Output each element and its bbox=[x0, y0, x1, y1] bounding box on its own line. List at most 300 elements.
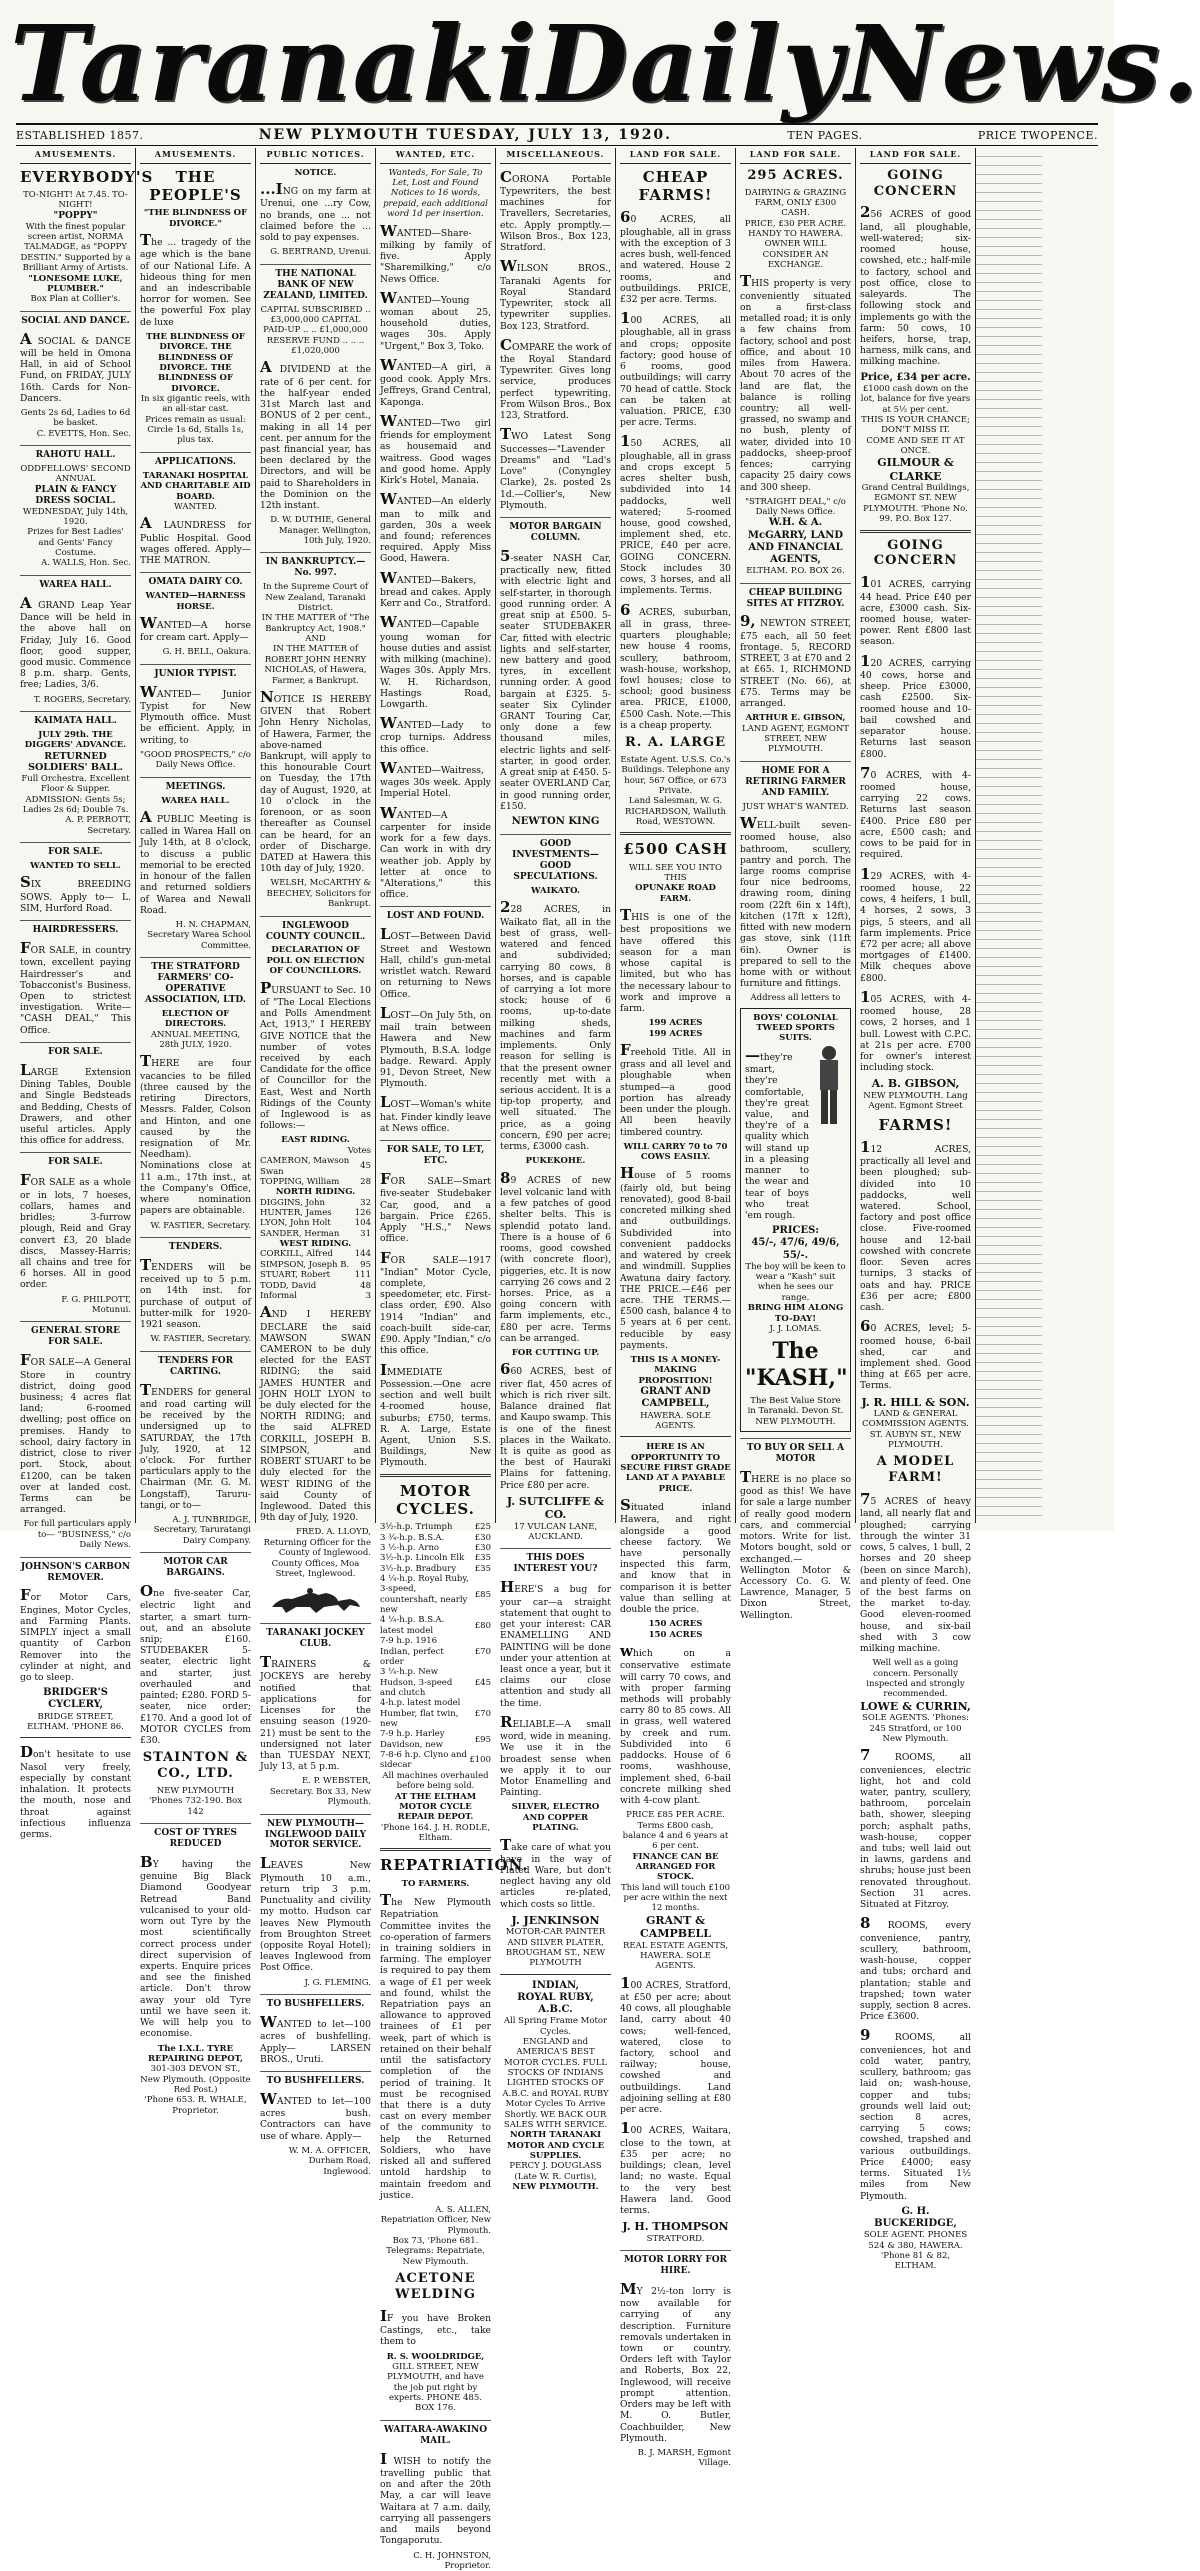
property-text: THIS property is very conveniently situated on a first-class metalled road; it is only a few chains from factory, school and post office, and about 10 miles from Hawera. About 70 acres of the land are flat, the balance is rolling country; all well-grassed, no swamp and no bush, plenty of water, divided into 10 paddocks, sheep-proof fences; carrying capacity 25 dairy cows and 300 sheep. bbox=[740, 272, 851, 493]
row-label: 4 ¼-h.p. B.S.A. latest model bbox=[380, 1615, 445, 1636]
walls-signature: A. WALLS, Hon. Sec. bbox=[41, 558, 131, 569]
whale-signature: 'Phone 653. R. WHALE, Proprietor. bbox=[144, 2095, 247, 2116]
candidate-row bbox=[260, 1177, 371, 1187]
going-concern-title-2: GOING CONCERN bbox=[873, 537, 958, 569]
row-label: 7-8-6 h.p. Clyno and sidecar bbox=[380, 1750, 467, 1771]
inglewood-council-heading: INGLEWOOD COUNTY COUNCIL. bbox=[260, 916, 371, 943]
mcgarry-address: ELTHAM. P.O. BOX 26. bbox=[746, 566, 845, 577]
acres-100-c: 100 ACRES, Waitara, close to the town, at £35 per acre; no buildings; clean, level land; no waste. Equal to the very best Hawera land. Good terms. bbox=[620, 2119, 731, 2216]
row-label: DIGGINS, John bbox=[260, 1197, 325, 1208]
row-label: 3½-h.p. Bradbury bbox=[380, 1563, 457, 1574]
row-value: £30 bbox=[474, 1542, 491, 1553]
pursuant-text: PURSUANT to Sec. 10 of "The Local Elections and Polls Amendment Act, 1913," I HEREBY GIVE NOTICE that the number of votes received by each Candidate for the office of Councillor for the East, West and North Ridings of the County of Inglewood is as follows:— bbox=[260, 978, 371, 1132]
row-label: 3½-h.p. Triumph bbox=[380, 1522, 453, 1533]
masthead bbox=[10, 1, 1200, 125]
row-label: SANDER, Herman bbox=[260, 1228, 340, 1239]
pukekohe-label: PUKEKOHE. bbox=[525, 1156, 586, 1167]
divider bbox=[620, 1436, 731, 1437]
new-plymouth-label: NEW PLYMOUTH. bbox=[512, 2182, 599, 2193]
candidate-row bbox=[260, 1291, 371, 1301]
freehold-text: Freehold Title. All in grass and all level and ploughable when stumped—a good portion has already been under the plough. All been heavily timbered country. bbox=[620, 1040, 731, 1138]
prizes-text: Prizes for Best Ladies' and Gents' Fancy Costume. bbox=[27, 527, 124, 559]
for-sale-to-let-heading: FOR SALE, TO LET, ETC. bbox=[380, 1140, 491, 1167]
motor-car-bargains-heading: MOTOR CAR BARGAINS. bbox=[140, 1552, 251, 1579]
laundress-text: A LAUNDRESS for Public Hospital. Good wages offered. Apply— THE MATRON. bbox=[140, 514, 251, 566]
jockey-club-heading: TARANAKI JOCKEY CLUB. bbox=[260, 1623, 371, 1650]
row-value: £35 bbox=[474, 1553, 491, 1564]
to-farmers: TO FARMERS. bbox=[401, 1878, 470, 1889]
divorce-title: "THE BLINDNESS OF DIVORCE." bbox=[143, 208, 248, 229]
compare-text: COMPARE the work of the Royal Standard Typewriter. Gives long service, produces perfect typewriting. From Wilson Bros., Box 123, Stratford. bbox=[500, 335, 611, 422]
motor-cycle-row bbox=[380, 1636, 491, 1667]
notify-text: I WISH to notify the travelling public that on and after the 20th May, a car will leave Waitara at 7 a.m. daily, carrying all passengers and mails beyond Tongaporutu. bbox=[380, 2449, 491, 2547]
column-heading: LAND FOR SALE. bbox=[860, 148, 971, 164]
hill-subtitle: LAND & GENERAL COMMISSION AGENTS. ST. AUBYN ST., NEW PLYMOUTH. bbox=[862, 1409, 969, 1451]
row-label: 3 ¾-h.p. B.S.A. bbox=[380, 1532, 445, 1543]
douglass-name: PERCY J. DOUGLASS (Late W. R. Curtis), bbox=[509, 2161, 602, 2182]
ixl-address: 301-303 DEVON ST., New Plymouth. (Opposite Red Post.) bbox=[140, 2064, 251, 2095]
house-5-text: House of 5 rooms (fairly old, but being renovated), good 8-bail concreted milking shed and outbuildings. Subdivided into convenient paddocks and watered by creek and windmill. Supplies Awatuna dairy factory. THE PRICE.—£46 per acre. THE TERMS.—£500 cash, balance 4 to 5 years at 6 per cent. reducible by easy payments. bbox=[620, 1164, 731, 1351]
row-value: 28 bbox=[360, 1176, 371, 1187]
social-heading: SOCIAL AND DANCE. bbox=[20, 311, 131, 327]
here-text: HERE'S a bug for your car—a straight statement that ought to get your interest: CAR ENAMELLING AND PAINTING will be done under your attention at least once a year, but it claims our close attention and study all the time. bbox=[500, 1578, 611, 1709]
omata-heading: OMATA DAIRY CO. bbox=[140, 572, 251, 588]
north-riding-table bbox=[260, 1198, 371, 1239]
row-value: 95 bbox=[360, 1259, 371, 1270]
motor-cycle-row bbox=[380, 1750, 491, 1771]
sale-1: FOR SALE—Smart five-seater Studebaker Car, good, and a bargain. Price £265. Apply "H.S.," News office. bbox=[380, 1170, 491, 1245]
cash-down: £1000 cash down on the lot, balance for five years at 5½ per cent. bbox=[860, 383, 971, 415]
perrott-signature: A. P. PERROTT, Secretary. bbox=[65, 815, 131, 836]
row-value: £70 bbox=[474, 1646, 491, 1657]
row-label: CORKILL, Alfred bbox=[260, 1249, 333, 1260]
songs-text: TWO Latest Song Successes—"Lavender Dreams" and "Lad's Love" (Conyngley Clarke), 2s. posted 2s 1d.—Collier's, New Plymouth. bbox=[500, 425, 611, 511]
gibson-ab-address: NEW PLYMOUTH. Lang Agent. Egmont Street bbox=[863, 1090, 968, 1112]
acres-101: 101 ACRES, carrying 44 head. Price £40 per acre, £3000 cash. Six-roomed house, water-power. Rent £800 last season. bbox=[860, 573, 971, 648]
lost-1: LOST—Between David Street and Westown Hall, child's gun-metal wristlet watch. Reward on returning to News Office. bbox=[380, 925, 491, 1000]
warea-text: A GRAND Leap Year Dance will be held in the above hall on Friday, July 16. Good floor, good supper, good music. Commence 8 p.m. sharp. Gents, free; Ladies, 3/6. bbox=[20, 593, 131, 691]
hoes-text: FOR SALE as a whole or in lots, 7 hoeses, collars, hames and bridles; 3-furrow plough, Reid and Gray convert £3, 20 blade discs, Massey-Harris; all chains and tree for 6 horses. All in good order. bbox=[20, 1171, 131, 1291]
row-value: 104 bbox=[354, 1218, 371, 1229]
wednesday-date: WEDNESDAY, July 14th, 1920. bbox=[22, 506, 129, 528]
social-text: A SOCIAL & DANCE will be held in Omona Hall, in aid of School Fund, on FRIDAY, JULY 16th. Cards for Non-Dancers. bbox=[20, 329, 131, 404]
cutting-660-text: 660 ACRES, best of river flat, 450 acres of which is rich river silt. Balance drained flat and Kaupo swamp. This is one of the finest places in the Waikato. It is quite as good as the best of Hauraki Plains for fattening. Price £80 per acre. bbox=[500, 1360, 611, 1491]
estate-agent: Estate Agent. U.S.S. Co.'s Buildings. Telephone any hour, 567 Office, or 673 Private. bbox=[620, 754, 731, 796]
gibson-ab: A. B. GIBSON, bbox=[871, 1077, 960, 1091]
good-investments-heading: GOOD INVESTMENTS—GOOD SPECULATIONS. bbox=[500, 834, 611, 883]
masthead-word-1: Taranaki bbox=[10, 1, 538, 125]
sows-text: SIX BREEDING SOWS. Apply to— L. SIM, Hurford Road. bbox=[20, 873, 131, 914]
acres-129: 129 ACRES, with 4-roomed house, 22 cows, 4 heifers, 1 bull, 4 horses, 2 sows, 3 pigs, 5 steers, and all farm implements. Price £72 per acre; all above mortgages of £1400. Milk cheques above £800. bbox=[860, 864, 971, 984]
wanted-label: WANTED. bbox=[174, 501, 217, 512]
wanted-6: WANTED—Bakers, bread and cakes. Apply Kerr and Co., Stratford. bbox=[380, 568, 491, 610]
wanted-1: WANTED—Share-milking by family of five. Apply "Sharemilking," c/o News Office. bbox=[380, 221, 491, 285]
wanted-to-sell: WANTED TO SELL. bbox=[30, 860, 121, 871]
divorce-repeat: THE BLINDNESS OF DIVORCE. THE BLINDNESS OF DIVORCE. THE BLINDNESS OF DIVORCE. bbox=[146, 331, 245, 394]
newton-king: NEWTON KING bbox=[511, 816, 600, 828]
candidate-row bbox=[260, 1260, 371, 1270]
motor-lorry-heading: MOTOR LORRY FOR HIRE. bbox=[620, 2250, 731, 2277]
fancy-dress-title: PLAIN & FANCY DRESS SOCIAL. bbox=[34, 484, 117, 506]
ixl-title: The I.X.L. TYRE REPAIRING DEPOT, bbox=[148, 2043, 243, 2064]
real-estate-agents: REAL ESTATE AGENTS, HAWERA. SOLE AGENTS. bbox=[622, 1940, 729, 1972]
acres-150-c: 150 ACRES bbox=[648, 1629, 703, 1640]
just-wanted: JUST WHAT'S WANTED. bbox=[742, 801, 849, 812]
returned-soldiers-ball: RETURNED SOLDIERS' BALL. bbox=[28, 750, 123, 774]
row-label: TOPPING, William bbox=[260, 1176, 340, 1187]
interest-heading: THIS DOES INTEREST YOU? bbox=[500, 1548, 611, 1575]
money-making: THIS IS A MONEY-MAKING PROPOSITION! bbox=[630, 1355, 721, 1386]
trainers-text: TRAINERS & JOCKEYS are hereby notified that applications for Licenses for the ensuing season (1920-21) must be sent to the undersigned not later than TUESDAY NEXT, July 13, at 5 p.m. bbox=[260, 1653, 371, 1773]
row-value: £95 bbox=[474, 1734, 491, 1745]
kaimata-heading: KAIMATA HALL. bbox=[20, 711, 131, 727]
opportunity: HERE IS AN OPPORTUNITY TO SECURE FIRST GRADE LAND AT A PAYABLE PRICE. bbox=[620, 1442, 731, 1494]
urenui-text: ...ING on my farm at Urenui, one ...ry Cow, no brands, one ... not claimed before the ... sold to pay expenses. bbox=[260, 180, 371, 244]
warea-hall-label: WAREA HALL. bbox=[161, 795, 230, 806]
dairying-text: DAIRYING & GRAZING FARM, ONLY £300 CASH. bbox=[744, 187, 847, 219]
gibson-name: ARTHUR E. GIBSON, bbox=[745, 713, 846, 724]
row-value: 126 bbox=[354, 1207, 371, 1218]
handy-hawera: HANDY TO HAWERA. bbox=[748, 229, 843, 240]
acres-100-b: 100 ACRES, Stratford, at £50 per acre; about 40 cows, all ploughable land, carry about 40 cows; well-fenced, watered, close to factory, school and railway; house, cowshed and outbuildings. Land adjoining selling at £80 per acre. bbox=[620, 1973, 731, 2116]
repatriation-text: The New Plymouth Repatriation Committee invites the co-operation of farmers in training soldiers in farming. The employer is required to pay them a wage of £1 per week and found, whilst the Repatriation pays an allowance to approved trainees of £1 per week, part of which is retained on their behalf until the satisfactory completion of the period of training. It must be recognised that there is a duty cast on every member of the community to help the Returned Soldiers, who have risked all and suffered untold hardship to maintain freedom and justice. bbox=[380, 1891, 491, 2201]
divider bbox=[500, 1974, 611, 1975]
spring-frame: All Spring Frame Motor Cycles. bbox=[503, 2016, 608, 2037]
rooms-8: 8 ROOMS, every convenience, pantry, scullery, bathroom, wash-house, copper and tubs; orchard and plantation; stable and trapshed; town water supply, section 8 acres. Price £3600. bbox=[860, 1914, 971, 2023]
situated-text: Situated inland Hawera, and right alongside a good cheese factory. We have personally inspected this farm, and know that in comparison it is better value than selling at double the price. bbox=[620, 1496, 731, 1616]
fastier-signature: W. FASTIER, Secretary. bbox=[150, 1220, 251, 1231]
rates-text: Wanteds, For Sale, To Let, Lost and Found Notices to 16 words, prepaid, each additional word 1d per insertion. bbox=[383, 167, 488, 220]
everybodys-title: EVERYBODY'S bbox=[20, 167, 154, 186]
column-heading: WANTED, ETC. bbox=[380, 148, 491, 164]
lost-found-heading: LOST AND FOUND. bbox=[380, 906, 491, 922]
row-value: 111 bbox=[354, 1270, 371, 1281]
gilmour-clarke: GILMOUR & CLARKE bbox=[877, 456, 954, 483]
cheap-farms-title: CHEAP FARMS! bbox=[638, 167, 713, 205]
row-value: £85 bbox=[474, 1589, 491, 1600]
wilson-text: WILSON BROS., Taranaki Agents for Royal Standard Typewriter, stock all typewriter supplies. Box 123, Stratford. bbox=[500, 257, 611, 332]
for-sale-3-heading: FOR SALE. bbox=[20, 1152, 131, 1168]
sites-text: 9, NEWTON STREET, £75 each, all 50 feet frontage. 5, RECORD STREET, 3 at £70 and 2 at £65. 1, RICHMOND STREET (No. 66), at £75. Terms may be arranged. bbox=[740, 612, 851, 710]
poppy-cast: With the finest popular screen artist, NORMA TALMADGE, as "POPPY DESTIN." Supported by a Brilliant Army of Artists. bbox=[20, 221, 131, 274]
straight-deal: "STRAIGHT DEAL," c/o Daily News Office. bbox=[745, 496, 846, 518]
rogers-signature: T. ROGERS, Secretary. bbox=[33, 694, 131, 705]
motor-cycle-row bbox=[380, 1543, 491, 1553]
row-label: Informal bbox=[260, 1290, 298, 1301]
motor-car-text: One five-seater Car, electric light and starter, a smart turn-out, and an absolute snip; £160. STUDEBAKER 5-seater, electric light and starter, just overhauled and painted; £280. FORD 5-seater, nice order; £170. And a good lot of MOTOR CYCLES from £30. bbox=[140, 1582, 251, 1746]
jenkinson-name: J. JENKINSON bbox=[511, 1913, 600, 1927]
junior-typist-text: WANTED— Junior Typist for New Plymouth office. Must be efficient. Apply, in writing, to bbox=[140, 682, 251, 746]
rooms-9: 9 ROOMS, all conveniences, hot and cold water, pantry, scullery, bathroom; gas laid on; wash-house, copper and tubs; grounds well laid out; section 8 acres, carrying 5 cows; cowshed, trapshed and various outbuildings. Price £4000; easy terms. Situated 1½ miles from New Plymouth. bbox=[860, 2026, 971, 2202]
model-farm-title: A MODEL FARM! bbox=[876, 1454, 955, 1486]
business-signature: For full particulars apply to— "BUSINESS," c/o Daily News. bbox=[23, 1519, 131, 1551]
price-list: 45/-, 47/6, 49/6, 55/-. bbox=[751, 1237, 840, 1261]
bankruptcy-heading: IN BANKRUPTCY.—No. 997. bbox=[260, 552, 371, 579]
acres-199-b: 199 ACRES bbox=[648, 1028, 703, 1039]
candidate-row bbox=[260, 1198, 371, 1208]
reliable-text: RELIABLE—A small word, wide in meaning. We use it in the broadest sense when we apply it to our Motor Enamelling and Painting. bbox=[500, 1712, 611, 1799]
harness-title: WANTED—HARNESS HORSE. bbox=[145, 591, 246, 612]
capital-text: CAPITAL SUBSCRIBED .. £3,000,000 CAPITAL PAID-UP .. .. £1,000,000 RESERVE FUND .. .. .. £1,020,000 bbox=[260, 304, 371, 356]
bush-text: WANTED to let—100 acres bush. Contractors can have use of whare. Apply— bbox=[260, 2089, 371, 2142]
column-8 bbox=[856, 148, 976, 2272]
price-30: PRICE, £30 PER ACRE. bbox=[744, 218, 847, 229]
hawera-sole-agents: HAWERA. SOLE AGENTS. bbox=[640, 1410, 711, 1431]
stainton-title: STAINTON & CO., LTD. bbox=[142, 1750, 249, 1782]
candidate-row bbox=[260, 1208, 371, 1218]
row-label: STUART, Robert bbox=[260, 1270, 331, 1281]
row-label: SIMPSON, Joseph B. bbox=[260, 1259, 350, 1270]
stainton-address: NEW PLYMOUTH bbox=[156, 1785, 235, 1796]
going-concern-note: Well well as a going concern. Personally inspected and strongly recommended. bbox=[866, 1658, 965, 1700]
johnson-text: For Motor Cars, Engines, Motor Cycles, and Farming Plants. SIMPLY inject a small quantity of Carbon Remover into the cylinder at night, and go to sleep. bbox=[20, 1586, 131, 1684]
buckeridge-subtitle: SOLE AGENT. PHONES 524 & 380, HAWERA. 'Phone 81 & 82, ELTHAM. bbox=[863, 2230, 968, 2272]
wanted-7: WANTED—Capable young woman for house duties and assist with milking (machine). Wages 30s. Apply Mrs. W. H. Richardson, Hastings Road, Lowgarth. bbox=[380, 613, 491, 710]
diggers-text: JULY 29th. THE DIGGERS' ADVANCE. bbox=[24, 729, 127, 751]
nicholas-text: IN THE MATTER of ROBERT JOHN HENRY NICHOLAS, of Hawera, Farmer, a Bankrupt. bbox=[264, 644, 367, 686]
warea-heading: WAREA HALL. bbox=[20, 575, 131, 591]
motor-cycle-row bbox=[380, 1564, 491, 1574]
oddfellows-text: ODDFELLOWS' SECOND ANNUAL bbox=[20, 464, 131, 485]
hospital-board: TARANAKI HOSPITAL AND CHARITABLE AID BOARD. bbox=[140, 470, 251, 502]
row-value: 45 bbox=[360, 1161, 371, 1172]
tenders-heading: TENDERS. bbox=[140, 1237, 251, 1253]
corona-text: CORONA Portable Typewriters, the best machines for Travellers, Secretaries, etc. Apply promptly.—Wilson Bros., Box 123, Stratford. bbox=[500, 167, 611, 254]
social-gents: Gents 2s 6d, Ladies to 6d be basket. bbox=[20, 407, 131, 429]
johnson-heading: JOHNSON'S CARBON REMOVER. bbox=[20, 1557, 131, 1584]
buy-sell-motor-heading: TO BUY OR SELL A MOTOR bbox=[740, 1438, 851, 1465]
fleming-signature: J. G. FLEMING. bbox=[304, 1977, 371, 1988]
divider bbox=[620, 832, 731, 835]
six-reels: In six gigantic reels, with an all-star cast. bbox=[140, 394, 251, 415]
jenkinson-address: MOTOR-CAR PAINTER AND SILVER PLATER, BROUGHAM ST., NEW PLYMOUTH bbox=[505, 1927, 606, 1969]
sutcliffe-name: J. SUTCLIFFE & CO. bbox=[506, 1494, 605, 1522]
webster-signature: E. P. WEBSTER, Secretary. Box 33, New Plymouth. bbox=[269, 1776, 371, 1808]
wanted-9: WANTED—Waitress, wages 30s week. Apply Imperial Hotel. bbox=[380, 758, 491, 800]
candidate-row bbox=[260, 1270, 371, 1280]
will-see-you: WILL SEE YOU INTO THIS bbox=[629, 862, 722, 884]
applications-heading: APPLICATIONS. bbox=[140, 452, 251, 468]
acres-60-level: 60 ACRES, level; 5-roomed house, 6-bail shed, car and implement shed. Good thing at £65 per acre. Terms. bbox=[860, 1317, 971, 1392]
motor-cycle-row bbox=[380, 1729, 491, 1750]
column-heading: AMUSEMENTS. bbox=[140, 148, 251, 164]
divider bbox=[380, 1848, 491, 1851]
tunbridge-signature: A. J. TUNBRIDGE, Secretary, Taruratangi Dairy Company. bbox=[153, 1515, 251, 1546]
acres-112: 112 ACRES, practically all level and been ploughed; sub-divided into 10 paddocks, well watered. School, factory and post office close. Five-roomed house and 12-bail cowshed with concrete floor. Seven acres turnips, 3 stacks of oats and hay. PRICE £36 per acre; £800 cash. bbox=[860, 1137, 971, 1313]
boys-suits-title: BOYS' COLONIAL TWEED SPORTS SUITS. bbox=[753, 1012, 838, 1044]
dining-text: LARGE Extension Dining Tables, Double and Single Bedsteads and Bedding, Chests of Drawers, and other useful articles. Apply this office for address. bbox=[20, 1060, 131, 1147]
farms-title: FARMS! bbox=[878, 1115, 953, 1134]
column-7 bbox=[736, 148, 856, 1621]
your-chance: THIS IS YOUR CHANCE; DON'T MISS IT. bbox=[861, 414, 970, 436]
row-value: 31 bbox=[360, 1228, 371, 1239]
row-value: 48 bbox=[360, 1280, 371, 1291]
lost-2: LOST—On July 5th, on mail train between Hawera and New Plymouth, B.S.A. lodge badge. Reward. Apply 91, Devon Street, New Plymouth. bbox=[380, 1003, 491, 1090]
wanted-10: WANTED—A carpenter for inside work for a few days. Can work in with dry weather job. Apply by letter at once to "Alterations," this office. bbox=[380, 803, 491, 901]
pukekohe-89-text: 89 ACRES of new level volcanic land with a few patches of good shelter belts. This is splendid potato land. There is a house of 6 rooms, good cowshed (with concrete floor), piggeries, etc. It is now carrying 26 cows and 2 horses. Price, as a going concern with farm implements, etc., £80 per acre. Terms can be arranged. bbox=[500, 1168, 611, 1344]
divider bbox=[860, 530, 971, 533]
acres-105: 105 ACRES, with 4-roomed house, 28 cows, 2 horses, and 1 bull. Lowest with C.P.C. at 21s per acre. £700 for owner's interest including stock. bbox=[860, 987, 971, 1074]
hairdressers-text: FOR SALE, in country town, excellent paying Hairdresser's and Tobacconist's Business. Open to strictest investigation. Write— "CASH DEAL," This Office. bbox=[20, 939, 131, 1036]
cutting-up-label: FOR CUTTING UP. bbox=[511, 1348, 600, 1359]
acres-60-text: 60 ACRES, all ploughable, all in grass with the exception of 3 acres bush, well-fenced and watered. House 2 rooms, and outbuildings. PRICE, £32 per acre. Terms. bbox=[620, 208, 731, 305]
racehorse-illustration bbox=[266, 1583, 366, 1617]
thompson-name: J. H. THOMPSON bbox=[622, 2220, 729, 2234]
motor-cycle-row bbox=[380, 1553, 491, 1563]
acetone-welding-title: ACETONE WELDING bbox=[395, 2271, 476, 2302]
plating-label: SILVER, ELECTRO AND COPPER PLATING. bbox=[511, 1802, 600, 1834]
row-value: 144 bbox=[354, 1249, 371, 1260]
retiring-farmer-heading: HOME FOR A RETIRING FARMER AND FAMILY. bbox=[740, 761, 851, 799]
lowe-currin: LOWE & CURRIN, bbox=[860, 1699, 971, 1713]
johnston-signature: C. H. JOHNSTON, Proprietor. bbox=[413, 2550, 491, 2571]
east-riding-table bbox=[260, 1156, 371, 1187]
divider bbox=[380, 1474, 491, 1477]
will-carry: WILL CARRY 70 to 70 COWS EASILY. bbox=[623, 1141, 728, 1163]
bring-him: BRING HIM ALONG TO-DAY! bbox=[747, 1303, 844, 1324]
good-prospects: "GOOD PROSPECTS," c/o Daily News Office. bbox=[140, 749, 251, 771]
row-label: 4 ¼-h.p. Royal Ruby, 3-speed, countershaft, nearly new bbox=[380, 1574, 469, 1616]
column-1 bbox=[16, 148, 154, 1840]
row-value: £45 bbox=[474, 1677, 491, 1688]
motor-cycle-row bbox=[380, 1698, 491, 1729]
meetings-heading: MEETINGS. bbox=[140, 777, 251, 793]
column-4 bbox=[376, 148, 529, 2571]
bushfellers-heading-2: TO BUSHFELLERS. bbox=[260, 2071, 371, 2087]
motor-service-heading: NEW PLYMOUTH—INGLEWOOD DAILY MOTOR SERVICE. bbox=[260, 1814, 371, 1852]
kash-advert bbox=[740, 1008, 851, 1432]
land-salesman: Land Salesman, W. G. RICHARDSON, Walluth Road, WESTOWN. bbox=[625, 796, 726, 828]
declare-text: AND I HEREBY DECLARE the said MAWSON SWAN CAMERON to be duly elected for the EAST RIDING; the said JAMES HUNTER and JOHN HOLT LYON to be duly elected for the NORTH RIDING; and the said ALFRED CORKILL, JOSEPH B. SIMPSON, and ROBERT STUART to be duly elected for the WEST RIDING of the said County of Inglewood. Dated this 9th day of July, 1920. bbox=[260, 1303, 371, 1524]
row-value: £80 bbox=[474, 1620, 491, 1631]
philpott-signature: F. G. PHILPOTT, Motunui. bbox=[61, 1294, 131, 1316]
acres-256-text: 256 ACRES of good land, all ploughable, well-watered; six-roomed house, cowshed, etc.; half-mile to factory, school and post office, close to saleyards. The following stock and implements go with the farm: 50 cows, 10 heifers, horse, trap, harness, milk cans, and milking machine. bbox=[860, 203, 971, 368]
eltham-depot: AT THE ELTHAM MOTOR CYCLE REPAIR DEPOT. bbox=[394, 1791, 477, 1823]
they-text: —they're smart, they're comfortable, they're great value, and they're of a quality which will stand up in a pleasing manner to the wear and tear of boys who treat 'em rough. bbox=[745, 1045, 809, 1221]
boy-figure-illustration bbox=[812, 1044, 846, 1130]
cash-500: £500 CASH bbox=[623, 840, 728, 859]
north-riding-label: NORTH RIDING. bbox=[275, 1187, 356, 1198]
for-sale-2-heading: FOR SALE. bbox=[20, 1042, 131, 1058]
chapman-signature: H. N. CHAPMAN, Secretary Warea School Committee. bbox=[147, 920, 251, 951]
wanted-5: WANTED—An elderly man to milk and garden, 30s a week and found; references required. Apply Miss Good, Hawera. bbox=[380, 490, 491, 565]
tyres-heading: COST OF TYRES REDUCED bbox=[140, 1823, 251, 1850]
take-care-text: Take care of what you have in the way of Plated Ware, but don't neglect having any old articles re-plated, which costs so little. bbox=[500, 1835, 611, 1910]
box-plan: Box Plan at Collier's. bbox=[30, 294, 121, 305]
motor-cycle-row bbox=[380, 1533, 491, 1543]
vulcan-lane: 17 VULCAN LANE, AUCKLAND. bbox=[513, 1521, 598, 1543]
going-concern-title: GOING CONCERN bbox=[873, 167, 958, 199]
kash-subtitle: The Best Value Store in Taranaki. Devon St. NEW PLYMOUTH. bbox=[747, 1395, 844, 1427]
row-value: £70 bbox=[474, 1708, 491, 1719]
candidate-row bbox=[260, 1229, 371, 1239]
masthead-word-2: Daily bbox=[537, 1, 845, 125]
column-heading: MISCELLANEOUS. bbox=[500, 148, 611, 164]
buckeridge-name: G. H. BUCKERIDGE, bbox=[874, 2205, 957, 2229]
dateline bbox=[16, 123, 1098, 146]
acres-70: 70 ACRES, with 4-roomed house, carrying 22 cows. Returns last season £400. Price £80 per acre, £500 cash; and cows to be paid for in required. bbox=[860, 763, 971, 861]
county-offices: County Offices, Moa Street, Inglewood. bbox=[271, 1558, 360, 1579]
motor-cycle-row bbox=[380, 1667, 491, 1698]
divorce-text: The ... tragedy of the age which is the bane of our National Life. A hideous thing for men and an indescribable horror for women. See the powerful Fox play de luxe bbox=[140, 231, 251, 328]
column-3 bbox=[256, 148, 376, 2177]
row-label: HUNTER, James bbox=[260, 1207, 332, 1218]
bushfellers-heading: TO BUSHFELLERS. bbox=[260, 1994, 371, 2010]
acres-75: 75 ACRES of heavy land, all nearly flat and ploughed; carrying through the winter 31 cows, 5 calves, 1 bull, 2 horses and 20 sheep (been on since March), and plenty of feed. One of the best farms on the market to-day. Good eleven-roomed house, and six-bail shed with 3 cow milking machine. bbox=[860, 1490, 971, 1655]
row-label: TODD, David bbox=[260, 1280, 317, 1291]
row-label: CAMERON, Mawson Swan bbox=[260, 1156, 350, 1177]
wanted-2: WANTED—Young woman about 25, household duties, wages 30s. Apply "Urgent," Box 3, Toko. bbox=[380, 288, 491, 352]
grant-campbell-2: GRANT & CAMPBELL bbox=[640, 1913, 711, 1941]
row-label: 4-h.p. latest model Humber, flat twin, new bbox=[380, 1698, 461, 1730]
sale-3: IMMEDIATE Possession.—One acre section and well built 4-roomed house, suburbs; £750, terms. R. A. Large, Estate Agent, Union S.S. Buildings, New Plymouth. bbox=[380, 1360, 491, 1469]
social-signature: C. EVETTS, Hon. Sec. bbox=[36, 428, 131, 439]
candidate-row bbox=[260, 1218, 371, 1228]
candidate-row bbox=[260, 1281, 371, 1291]
east-riding-label: EAST RIDING. bbox=[281, 1135, 350, 1146]
row-label: LYON, John Holt bbox=[260, 1218, 331, 1229]
general-store-text: FOR SALE—A General Store in country district, doing good business; 4 acres flat land; 6-roomed dwelling; post office on premises. Handy to school, dairy factory in district, close to river port. Stock, about £1200, can be taken over at landed cost. Terms can be arranged. bbox=[20, 1351, 131, 1516]
motor-bargain-heading: MOTOR BARGAIN COLUMN. bbox=[500, 517, 611, 544]
column-heading: LAND FOR SALE. bbox=[740, 148, 851, 164]
acres-150-b: 150 ACRES bbox=[648, 1619, 703, 1630]
for-sale-heading: FOR SALE. bbox=[20, 842, 131, 858]
poppy-title: "POPPY" bbox=[53, 210, 98, 221]
come-and-see: COME AND SEE IT AT ONCE. bbox=[866, 435, 965, 456]
building-sites-heading: CHEAP BUILDING SITES AT FITZROY. bbox=[740, 583, 851, 610]
orchestra-text: Full Orchestra. Excellent Floor & Supper. ADMISSION: Gents 5s; Ladies 2s 6d; Double 7s. bbox=[21, 773, 130, 815]
leaves-text: LEAVES New Plymouth 10 a.m., return trip 3 p.m. Punctuality and civility my motto. Hudson car leaves New Plymouth from Broughton Street (opposite Royal Hotel); leaves Inglewood from Post Office. bbox=[260, 1854, 371, 1974]
gilmour-address: Grand Central Buildings, EGMONT ST. NEW PLYMOUTH. 'Phone No. 99. P.O. Box 127. bbox=[861, 483, 970, 525]
mcgarry-name: W.H. & A. McGARRY, LAND AND FINANCIAL AGENTS, bbox=[747, 517, 844, 565]
nasol-text: Don't hesitate to use Nasol very freely, especially by constant inhalation. It protects the mouth, nose and throat against infectious influenza germs. bbox=[20, 1743, 131, 1840]
acres-100-text: 100 ACRES, all ploughable, all in grass and crops; opposite factory; good house of 6 rooms, good outbuildings; will carry 70 head of cattle. Stock can be taken at valuation. PRICE, £30 per acre. Terms. bbox=[620, 309, 731, 429]
tenders-text: TENDERS will be received up to 5 p.m. on 14th inst. for purchase of output of butter-milk for 1920-1921 season. bbox=[140, 1255, 251, 1331]
west-riding-label: WEST RIDING. bbox=[279, 1239, 352, 1250]
bell-signature: G. H. BELL, Oakura. bbox=[162, 647, 251, 658]
lorry-text: MY 2½-ton lorry is now available for carrying of any description. Furniture removals undertaken in town or country. Orders left with Taylor and Roberts, Box 22, Inglewood, will receive prompt attention. Orders may be left with M. O. Butler, Coachbuilder, New Plymouth. bbox=[620, 2279, 731, 2444]
meeting-text: A PUBLIC Meeting is called in Warea Hall on July 14th, at 8 o'clock, to discuss a public memorial to be erected in honour of the fallen and returned soldiers of Warea and Newall Road. bbox=[140, 807, 251, 916]
column-heading: PUBLIC NOTICES. bbox=[260, 148, 371, 164]
west-riding-table bbox=[260, 1249, 371, 1301]
repatriation-box: Box 73, 'Phone 681. Telegrams: Repatriate, New Plymouth. bbox=[386, 2236, 485, 2267]
lonesome-luke: "LONESOME LUKE, PLUMBER." bbox=[28, 273, 123, 294]
column-6 bbox=[616, 148, 736, 2469]
allen-signature: A. S. ALLEN, Repatriation Officer, New Plymouth. bbox=[380, 2204, 491, 2236]
lowe-subtitle: SOLE AGENTS. 'Phones: 245 Stratford, or 100 New Plymouth. bbox=[862, 1713, 969, 1744]
finance-text: FINANCE CAN BE ARRANGED FOR STOCK. bbox=[632, 1851, 719, 1883]
motor-bargain-text: 5-seater NASH Car, practically new, fitted with electric light and self-starter, in thorough good running order. A great snip at £500. 5-seater STUDEBAKER Car, fitted with electric lights and self-starter, new battery and good tyres, in excellent running order. A good bargain at £325. 5-seater Six Cylinder GRANT Touring Car, only done a few thousand miles, electric lights and self-starter, in good order. A great snip at £450. 5-seater OVERLAND Car, in good running order, £150. bbox=[500, 546, 611, 812]
row-value: 32 bbox=[360, 1197, 371, 1208]
votes-label: Votes bbox=[347, 1145, 371, 1156]
bertrand-signature: G. BERTRAND, Urenui. bbox=[270, 247, 371, 258]
gill-street: GILL STREET, NEW PLYMOUTH, and have the job put right by experts. PHONE 485. BOX 176. bbox=[387, 2361, 484, 2414]
royal-ruby-label: ROYAL RUBY, A.B.C. bbox=[517, 1991, 594, 2016]
place-date: NEW PLYMOUTH TUESDAY, JULY 13, 1920. bbox=[258, 127, 673, 143]
bushfelling-text: WANTED to let—100 acres of bushfelling. Apply— LARSEN BROS., Uruti. bbox=[260, 2013, 371, 2065]
marsh-signature: B. J. MARSH, Egmont Village. bbox=[637, 2448, 731, 2469]
fastier-signature-2: W. FASTIER, Secretary. bbox=[150, 1334, 251, 1345]
column-5 bbox=[496, 148, 616, 2193]
tyres-text: BY having the genuine Big Black Diamond Goodyear Retread Band vulcanised to your old-worn out Tyre by the most scientifically correct process under direct supervision of experts. Enquire prices and see the finished article. Don't throw away your old Tyre until we have seen it. We will help you to economise. bbox=[140, 1852, 251, 2040]
declaration-title: DECLARATION OF POLL ON ELECTION OF COUNCILLORS. bbox=[266, 945, 365, 977]
grant-campbell: GRANT AND CAMPBELL, bbox=[640, 1386, 711, 1410]
waikato-228-text: 228 ACRES, in Waikato flat, all in the best of grass, well-watered and fenced and subdivided; carrying 80 cows, 8 horses, and is capable of carrying a lot more stock; house of 6 rooms, up-to-date milking sheds, machines and farm implements. Only reason for selling is that the present owner recently met with a serious accident. It is a tip-top property, and well situated. The price, as a going concern, £90 per acre; terms, £3000 cash. bbox=[500, 898, 611, 1153]
divider bbox=[20, 1737, 131, 1738]
row-value: £30 bbox=[474, 1532, 491, 1543]
waitara-mail-heading: WAITARA-AWAKINO MAIL. bbox=[380, 2420, 491, 2447]
rodle-signature: 'Phone 164. J. H. RODLE, Eltham. bbox=[380, 1822, 491, 1843]
